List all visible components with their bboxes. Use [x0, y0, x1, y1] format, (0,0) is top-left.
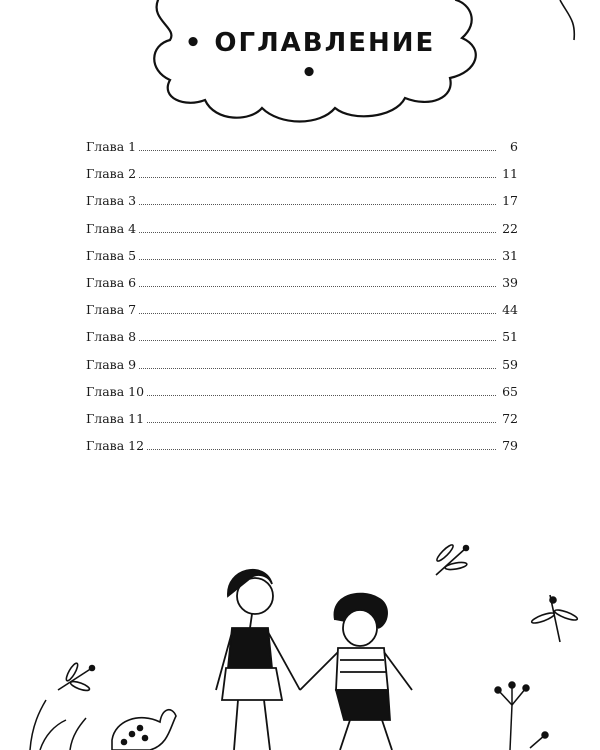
page-number: 79	[500, 436, 518, 456]
dot-leader	[136, 232, 496, 233]
toc-row[interactable]	[86, 137, 518, 164]
page-number: 11	[500, 164, 518, 184]
chapter-label: Глава 5	[86, 246, 138, 266]
page-number: 65	[500, 382, 518, 402]
chapter-label: Глава 8	[86, 327, 138, 347]
toc-row[interactable]	[86, 300, 518, 327]
toc-row[interactable]	[86, 409, 518, 436]
chapter-label: Глава 3	[86, 191, 138, 211]
page-number: 6	[508, 137, 518, 157]
dragonfly-icon	[435, 543, 468, 575]
flower-icon	[495, 682, 548, 750]
chapter-label: Глава 6	[86, 273, 138, 293]
toc-row[interactable]	[86, 273, 518, 300]
toc-row[interactable]	[86, 382, 518, 409]
dot-leader	[136, 313, 496, 314]
dot-leader	[136, 177, 496, 178]
toc-row[interactable]	[86, 355, 518, 382]
dot-leader	[136, 286, 496, 287]
page-number: 17	[500, 191, 518, 211]
toc-row[interactable]	[86, 191, 518, 218]
girl-figure	[216, 570, 300, 750]
chapter-label: Глава 4	[86, 219, 138, 239]
chapter-label: Глава 10	[86, 382, 146, 402]
toc-row[interactable]	[86, 219, 518, 246]
page-number: 44	[500, 300, 518, 320]
dot-leader	[136, 340, 496, 341]
dot-leader	[136, 259, 496, 260]
page-number: 59	[500, 355, 518, 375]
chapter-label: Глава 12	[86, 436, 146, 456]
bottom-illustration	[0, 480, 600, 750]
page-number: 51	[500, 327, 518, 347]
page-number: 31	[500, 246, 518, 266]
title-dot-left: •	[184, 28, 204, 58]
toc-row[interactable]	[86, 164, 518, 191]
dot-leader	[136, 204, 496, 205]
dragonfly-icon	[531, 595, 579, 642]
page-number: 72	[500, 409, 518, 429]
dot-leader	[136, 395, 496, 396]
grass-icon	[30, 700, 86, 750]
chapter-label: Глава 11	[86, 409, 146, 429]
chapter-label: Глава 7	[86, 300, 138, 320]
dot-leader	[136, 368, 496, 369]
dragonfly-icon	[58, 662, 95, 692]
toc-row[interactable]	[86, 436, 518, 463]
page-number: 22	[500, 219, 518, 239]
dot-leader	[136, 422, 496, 423]
chapter-label: Глава 9	[86, 355, 138, 375]
dot-leader	[136, 150, 496, 151]
chapter-label: Глава 2	[86, 164, 138, 184]
title-dot-right: •	[300, 58, 320, 88]
hen-icon	[112, 710, 176, 750]
toc-row[interactable]	[86, 246, 518, 273]
page-number: 39	[500, 273, 518, 293]
toc-row[interactable]	[86, 327, 518, 354]
dot-leader	[136, 449, 496, 450]
page-title	[180, 28, 440, 88]
boy-figure	[300, 594, 412, 750]
title-text: ОГЛАВЛЕНИЕ	[214, 28, 436, 58]
chapter-label: Глава 1	[86, 137, 138, 157]
table-of-contents	[86, 137, 518, 463]
